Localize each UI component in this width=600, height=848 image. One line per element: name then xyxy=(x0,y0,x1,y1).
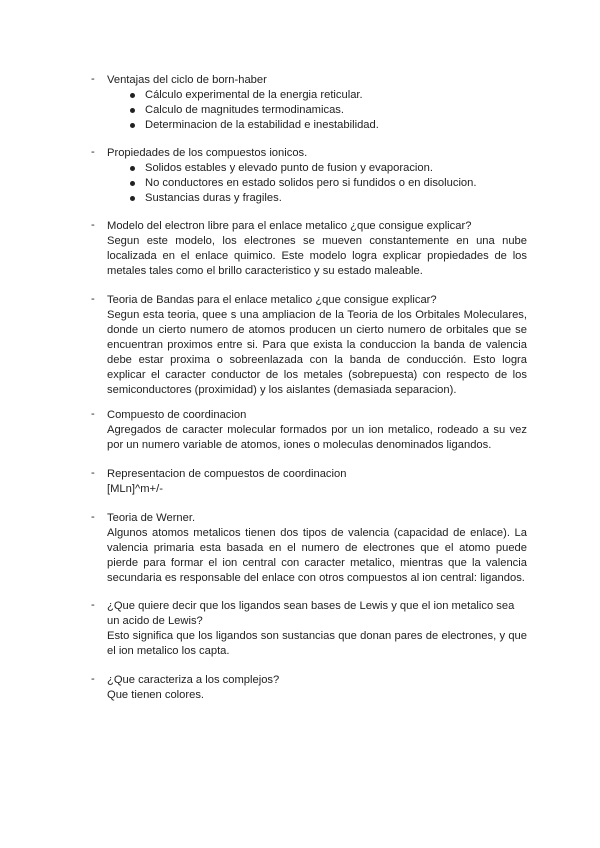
bullet-item: Sustancias duras y fragiles. xyxy=(128,191,527,206)
dash-marker: - xyxy=(91,219,95,231)
list-item xyxy=(91,511,527,586)
item-heading: Teoria de Bandas para el enlace metalico ¿que consigue explicar? xyxy=(107,294,437,306)
dash-marker: - xyxy=(91,511,95,523)
list-item xyxy=(91,467,527,497)
bullet-item: Calculo de magnitudes termodinamicas. xyxy=(128,103,527,118)
list-item xyxy=(91,219,527,279)
item-answer: [MLn]^m+/- xyxy=(107,483,163,495)
item-heading: Propiedades de los compuestos ionicos. xyxy=(107,147,308,159)
item-answer: Segun esta teoria, quee s una ampliacion de la Teoria de los Orbitales Moleculares, donde un cierto numero de atomos producen un cierto numero de orbitales que se encuentran proximos entre si. Para que exista la conduccion la banda de valencia debe estar proxima o sobreenlazada con la banda de conducción. Esto logra explicar el caracter conductor de los metales (sobrepuesta) con respecto de los semiconductores (proximidad) y los aislantes (demasiada separacion). xyxy=(107,309,527,396)
item-answer: Que tienen colores. xyxy=(107,689,205,701)
dash-marker: - xyxy=(91,146,95,158)
item-heading: Modelo del electron libre para el enlace metalico ¿que consigue explicar? xyxy=(107,220,472,232)
bullet-item: Solidos estables y elevado punto de fusion y evaporacion. xyxy=(128,161,527,176)
list-item xyxy=(91,673,527,703)
dash-marker: - xyxy=(91,73,95,85)
item-heading: Teoria de Werner. xyxy=(107,512,196,524)
dash-marker: - xyxy=(91,673,95,685)
item-heading: ¿Que quiere decir que los ligandos sean bases de Lewis y que el ion metalico sea un acido de Lewis? xyxy=(107,600,515,627)
bullet-list xyxy=(107,88,527,133)
item-answer: Esto significa que los ligandos son sustancias que donan pares de electrones, y que el ion metalico los capta. xyxy=(107,630,527,657)
list-item xyxy=(91,146,527,206)
dash-marker: - xyxy=(91,408,95,420)
dash-marker: - xyxy=(91,599,95,611)
item-answer: Segun este modelo, los electrones se mueven constantemente en una nube localizada en el enlace quimico. Este modelo logra explicar propiedades de los metales tales como el brillo caracteristico y su estado maleable. xyxy=(107,235,527,277)
bullet-item: Determinacion de la estabilidad e inestabilidad. xyxy=(128,118,527,133)
bullet-item: Cálculo experimental de la energia reticular. xyxy=(128,88,527,103)
dash-marker: - xyxy=(91,467,95,479)
item-answer: Agregados de caracter molecular formados por un ion metalico, rodeado a su vez por un numero variable de atomos, iones o moleculas denominados ligandos. xyxy=(107,424,527,451)
list-item xyxy=(91,73,527,133)
item-heading: Compuesto de coordinacion xyxy=(107,409,247,421)
item-answer: Algunos atomos metalicos tienen dos tipos de valencia (capacidad de enlace). La valencia primaria esta basada en el numero de electrones que el atomo puede pierde para formar el ion central con caracter metalico, mientras que la valencia secundaria es responsable del enlace con otros compuestos al ion central: ligandos. xyxy=(107,527,527,584)
item-heading: ¿Que caracteriza a los complejos? xyxy=(107,674,280,686)
list-item xyxy=(91,408,527,453)
item-heading: Representacion de compuestos de coordinacion xyxy=(107,468,347,480)
dash-marker: - xyxy=(91,293,95,305)
list-item xyxy=(91,293,527,398)
list-item xyxy=(91,599,527,659)
bullet-list xyxy=(107,161,527,206)
item-heading: Ventajas del ciclo de born-haber xyxy=(107,74,267,86)
bullet-item: No conductores en estado solidos pero si fundidos o en disolucion. xyxy=(128,176,527,191)
